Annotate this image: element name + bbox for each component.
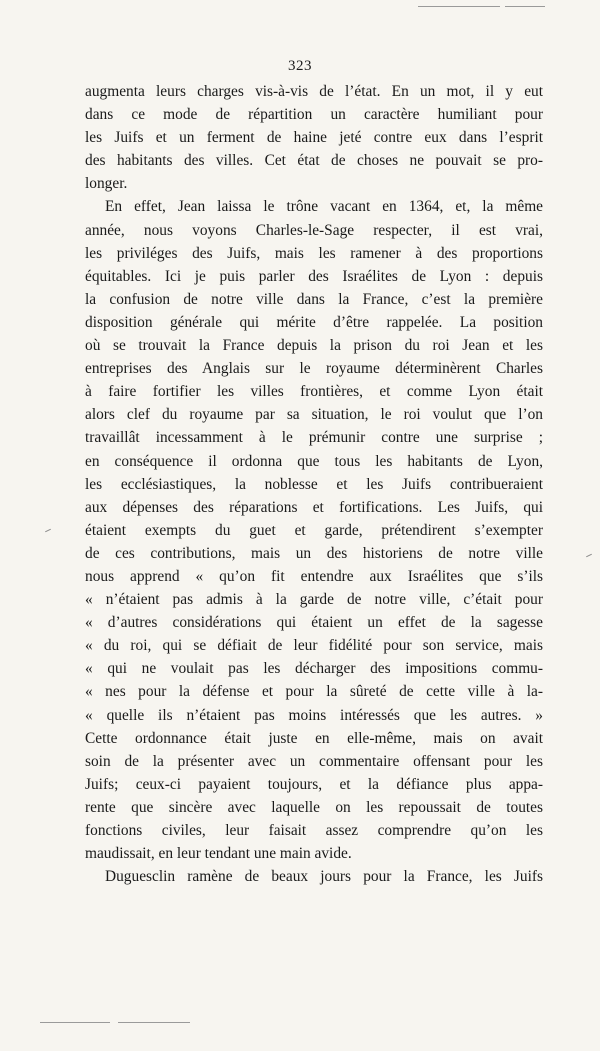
body-text bbox=[85, 80, 543, 888]
top-scan-mark-2 bbox=[505, 6, 545, 7]
text-line: équitables. Ici je puis parler des Israélites de Lyon : depuis bbox=[85, 267, 543, 285]
page-number: 323 bbox=[288, 58, 312, 74]
text-line: « qui ne voulait pas les décharger des impositions commu- bbox=[85, 660, 543, 678]
text-line: Juifs; ceux-ci payaient toujours, et la défiance plus appa- bbox=[85, 775, 543, 793]
top-scan-mark bbox=[418, 6, 500, 7]
text-line: travaillât incessamment à le prémunir contre une surprise ; bbox=[85, 429, 543, 447]
text-line: « d’autres considérations qui étaient un effet de la sagesse bbox=[85, 614, 543, 632]
text-line: Duguesclin ramène de beaux jours pour la France, les Juifs bbox=[105, 868, 543, 886]
text-line: année, nous voyons Charles-le-Sage respecter, il est vrai, bbox=[85, 221, 543, 239]
text-line: étaient exempts du guet et garde, prétendirent s’exempter bbox=[85, 521, 543, 539]
text-line: « quelle ils n’étaient pas moins intéressés que les autres. » bbox=[85, 706, 543, 724]
text-line: entreprises des Anglais sur le royaume déterminèrent Charles bbox=[85, 360, 543, 378]
text-line: les priviléges des Juifs, mais les ramener à des proportions bbox=[85, 244, 543, 262]
text-line: où se trouvait la France depuis la prison du roi Jean et les bbox=[85, 337, 543, 355]
margin-mark bbox=[586, 554, 592, 557]
text-line: rente que sincère avec laquelle on les repoussait de toutes bbox=[85, 798, 543, 816]
text-line: disposition générale qui mérite d’être rappelée. La position bbox=[85, 313, 543, 331]
text-line: longer. bbox=[85, 175, 128, 193]
bottom-scan-mark-2 bbox=[118, 1022, 190, 1023]
text-line: des habitants des villes. Cet état de choses ne pouvait se pro- bbox=[85, 152, 543, 170]
text-line: les Juifs et un ferment de haine jeté contre eux dans l’esprit bbox=[85, 129, 543, 147]
text-line: « du roi, qui se défiait de leur fidélité pour son service, mais bbox=[85, 637, 543, 655]
text-line: « nes pour la défense et pour la sûreté de cette ville à la- bbox=[85, 683, 543, 701]
text-line: alors clef du royaume par sa situation, le roi voulut que l’on bbox=[85, 406, 543, 424]
text-line: à faire fortifier les villes frontières, et comme Lyon était bbox=[85, 383, 543, 401]
text-line: dans ce mode de répartition un caractère humiliant pour bbox=[85, 106, 543, 124]
text-line: soin de la présenter avec un commentaire offensant pour les bbox=[85, 752, 543, 770]
text-line: nous apprend « qu’on fit entendre aux Israélites que s’ils bbox=[85, 567, 543, 585]
text-line: augmenta leurs charges vis-à-vis de l’état. En un mot, il y eut bbox=[85, 83, 543, 100]
text-line: fonctions civiles, leur faisait assez comprendre qu’on les bbox=[85, 822, 543, 839]
text-line: En effet, Jean laissa le trône vacant en 1364, et, la même bbox=[105, 198, 543, 216]
bottom-scan-mark bbox=[40, 1022, 110, 1023]
margin-mark bbox=[45, 529, 51, 532]
text-line: maudissait, en leur tendant une main avide. bbox=[85, 845, 352, 863]
text-line: Cette ordonnance était juste en elle-même, mais on avait bbox=[85, 729, 543, 747]
text-line: la confusion de notre ville dans la France, c’est la première bbox=[85, 290, 543, 308]
text-line: les ecclésiastiques, la noblesse et les Juifs contribueraient bbox=[85, 475, 543, 493]
text-line: aux dépenses des réparations et fortifications. Les Juifs, qui bbox=[85, 498, 543, 516]
text-line: de ces contributions, mais un des historiens de notre ville bbox=[85, 544, 543, 562]
text-line: « n’étaient pas admis à la garde de notre ville, c’était pour bbox=[85, 591, 543, 609]
text-line: en conséquence il ordonna que tous les habitants de Lyon, bbox=[85, 452, 543, 470]
